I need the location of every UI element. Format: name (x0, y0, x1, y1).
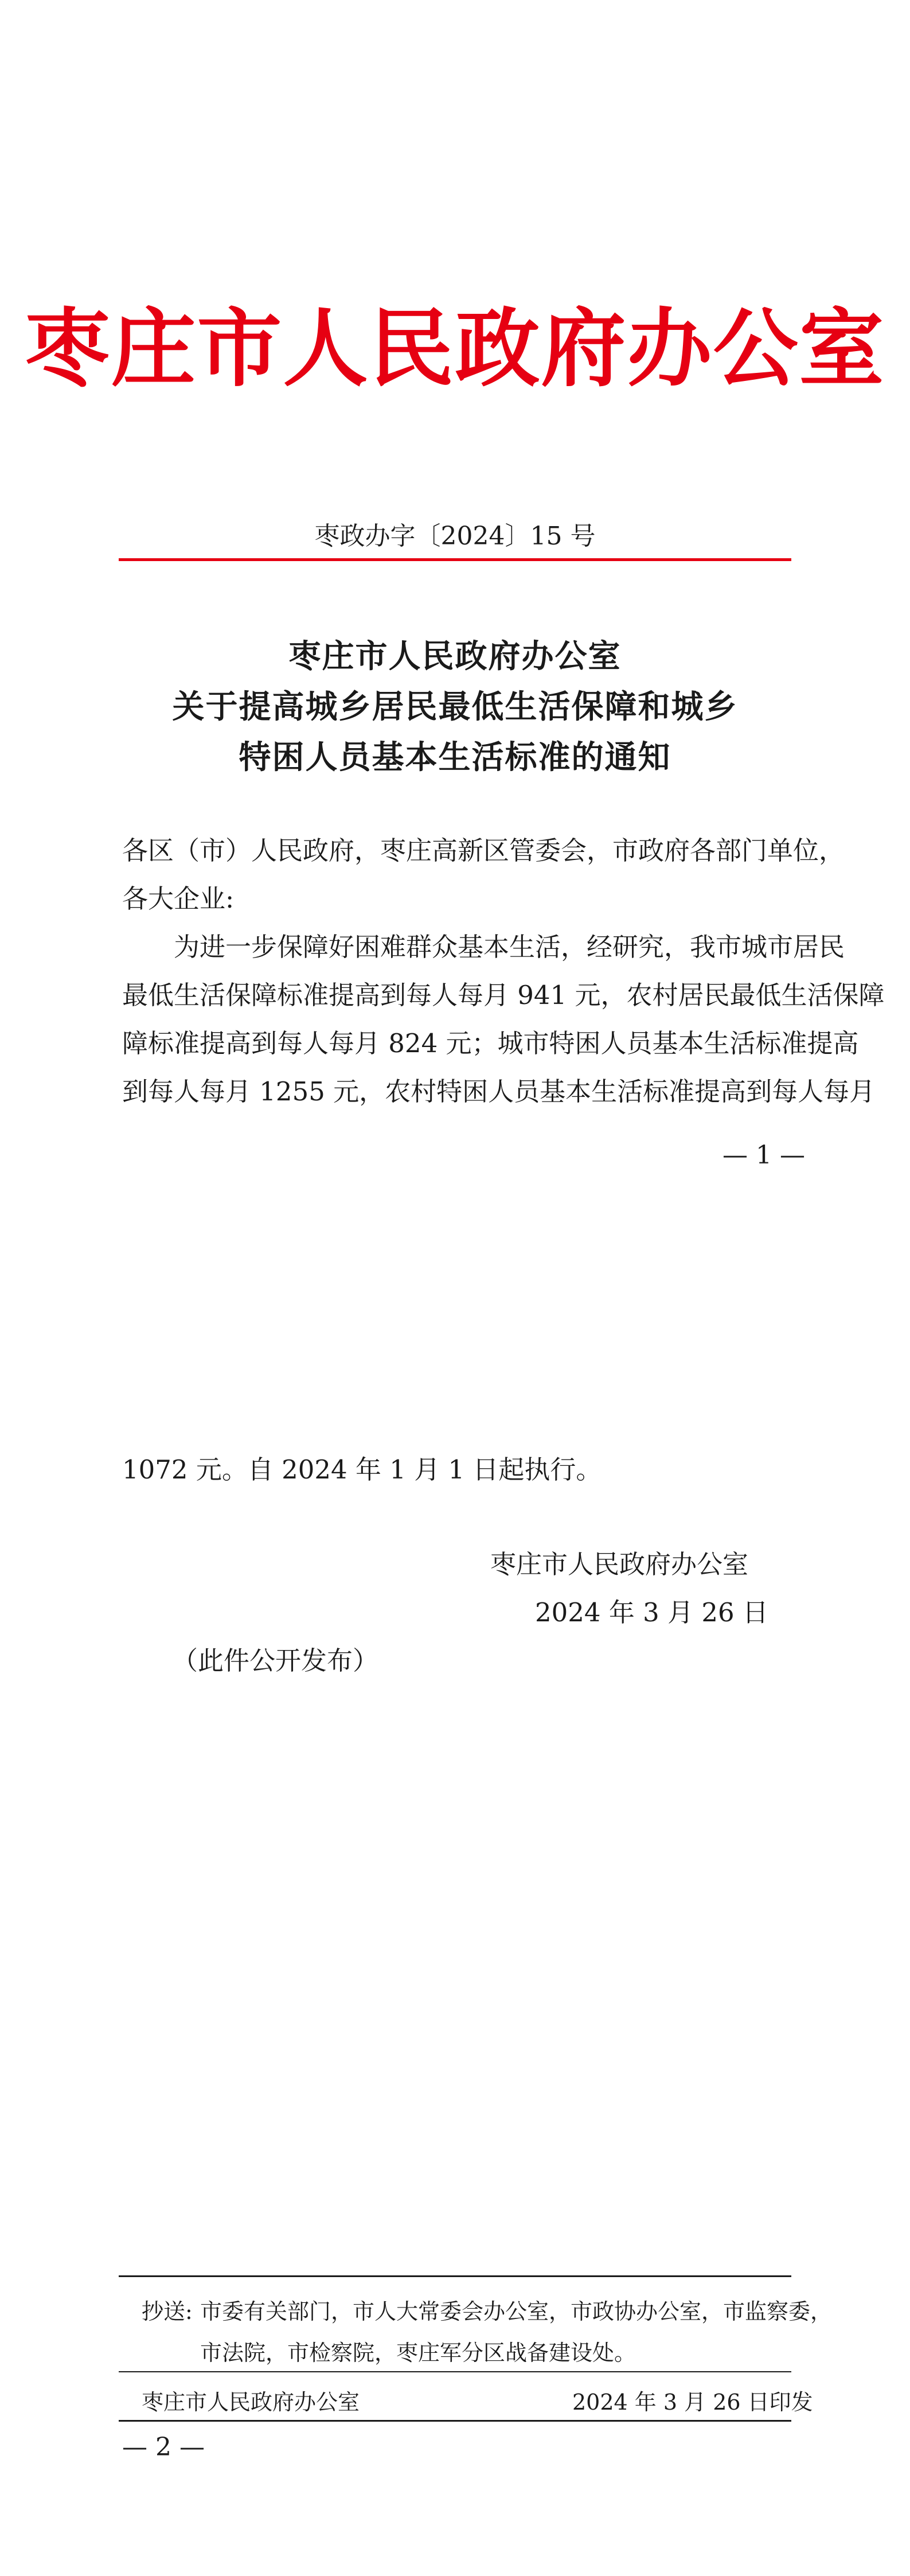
cc-bottom-rule (119, 2371, 791, 2372)
publication-note: （此件公开发布） (172, 1645, 379, 1676)
body-continuation-line: 1072 元。自 2024 年 1 月 1 日起执行。 (122, 1454, 602, 1485)
issuing-office: 枣庄市人民政府办公室 (142, 2390, 360, 2415)
document-number: 枣政办字〔2024〕15 号 (314, 522, 596, 551)
red-separator-line (119, 558, 791, 561)
body-paragraph-line-4: 到每人每月 1255 元，农村特困人员基本生活标准提高到每人每月 (122, 1076, 876, 1107)
document-title-line-3: 特困人员基本生活标准的通知 (239, 738, 671, 776)
body-paragraph-line-3: 障标准提高到每人每月 824 元；城市特困人员基本生活标准提高 (122, 1028, 859, 1059)
cc-recipients-line-2: 市法院，市检察院，枣庄军分区战备建设处。 (200, 2340, 636, 2365)
cc-label: 抄送: (142, 2299, 193, 2324)
issuing-office-header: 枣庄市人民政府办公室 (25, 298, 885, 398)
issue-date: 2024 年 3 月 26 日印发 (572, 2390, 813, 2415)
page-number-1: — 1 — (722, 1141, 805, 1170)
signature-office: 枣庄市人民政府办公室 (490, 1549, 749, 1579)
document-title-line-1: 枣庄市人民政府办公室 (288, 637, 622, 675)
cc-recipients-line-1: 市委有关部门，市人大常委会办公室，市政协办公室，市监察委， (200, 2299, 833, 2324)
body-paragraph-line-1: 为进一步保障好困难群众基本生活，经研究，我市城市居民 (174, 932, 845, 962)
signature-date: 2024 年 3 月 26 日 (535, 1597, 768, 1628)
recipients-line-1: 各区（市）人民政府，枣庄高新区管委会，市政府各部门单位， (122, 835, 845, 866)
page-number-2: — 2 — (122, 2433, 205, 2462)
footer-bottom-rule (119, 2420, 791, 2422)
document-title-line-2: 关于提高城乡居民最低生活保障和城乡 (172, 688, 738, 726)
recipients-line-2: 各大企业: (122, 884, 235, 914)
cc-top-rule (119, 2275, 791, 2277)
body-paragraph-line-2: 最低生活保障标准提高到每人每月 941 元，农村居民最低生活保障 (122, 980, 885, 1010)
